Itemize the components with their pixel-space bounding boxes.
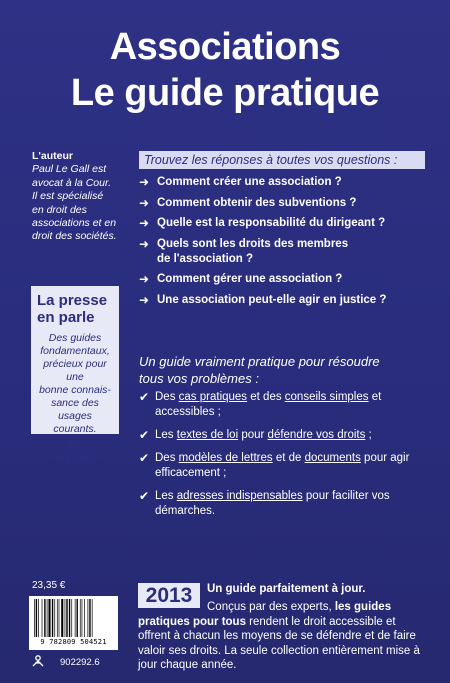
benefit-fragment: et accessibles ; <box>155 391 382 418</box>
author-bio-line: en droit des <box>32 203 87 216</box>
benefit-keyword: conseils simples <box>284 391 369 403</box>
checkmark-icon: ✔ <box>139 428 150 442</box>
barcode-bar <box>77 599 78 637</box>
arrow-right-icon: ➜ <box>139 216 150 231</box>
checkmark-icon: ✔ <box>139 489 150 503</box>
barcode-bar <box>44 599 45 637</box>
barcode-bar <box>54 599 55 637</box>
questions-list <box>139 175 439 314</box>
press-quote-line: fondamentaux, <box>40 345 110 357</box>
barcode-bar <box>52 599 53 637</box>
question-item <box>139 216 439 231</box>
question-line: Comment obtenir des subventions ? <box>157 196 357 209</box>
benefit-text <box>155 390 439 420</box>
press-heading-line: en parle <box>37 309 95 326</box>
question-line: Quelle est la responsabilité du dirigeant ? <box>157 217 386 230</box>
benefit-item <box>139 451 439 481</box>
pitch-text: rendent le droit accessible et offrent à chacun les moyens de se défendre et de faire valoir ses droits. La seule collection entièrement mise à jour chaque année. <box>138 615 420 671</box>
barcode-bar <box>82 599 83 637</box>
benefits-heading <box>139 353 439 387</box>
barcode-bars <box>32 599 115 637</box>
barcode-bar <box>42 599 43 637</box>
question-line: Quels sont les droits des membres <box>157 238 349 251</box>
question-text <box>157 216 385 231</box>
benefit-fragment: et de <box>272 452 305 464</box>
press-source: Le Télégramme <box>41 440 109 464</box>
barcode-bar <box>66 599 67 637</box>
barcode-bar <box>47 599 48 637</box>
question-text <box>157 293 386 308</box>
benefit-keyword: documents <box>304 452 361 464</box>
benefit-text <box>155 451 439 481</box>
questions-heading: Trouvez les réponses à toutes vos questions : <box>139 151 425 169</box>
benefits-list <box>139 390 439 527</box>
barcode-bar <box>89 599 90 637</box>
barcode-bar <box>61 599 63 637</box>
question-item <box>139 175 439 190</box>
barcode-bar <box>34 599 35 637</box>
benefit-text <box>155 428 372 443</box>
question-item <box>139 293 439 308</box>
pitch-bold-text: les guides pratiques pour tous <box>138 601 392 628</box>
press-heading-line: La presse <box>37 292 108 309</box>
question-text <box>157 272 342 287</box>
press-quote-line: sance des usages <box>51 397 99 422</box>
question-text <box>157 175 342 190</box>
price: 23,35 € <box>32 580 66 591</box>
author-bio-line: avocat à la Cour. <box>32 176 111 189</box>
barcode-bar <box>92 599 93 637</box>
question-line: Comment gérer une association ? <box>157 273 343 286</box>
barcode-bar <box>38 599 39 637</box>
question-line: Comment créer une association ? <box>157 176 342 188</box>
author-bio-line: associations et en <box>32 217 117 230</box>
barcode-bar <box>84 599 85 637</box>
question-item <box>139 237 439 266</box>
benefit-fragment: pour agir efficacement ; <box>155 452 410 479</box>
isbn-number: 9 782809 504521 <box>40 638 107 646</box>
benefit-keyword: adresses indispensables <box>176 490 303 502</box>
publisher-logo-icon <box>31 654 45 668</box>
author-heading: L'auteur <box>32 150 74 162</box>
benefits-heading-line: Un guide vraiment pratique pour résoudre <box>139 354 380 369</box>
barcode-bar <box>59 599 60 637</box>
barcode-bar <box>57 599 58 637</box>
product-code: 902292.6 <box>60 657 100 668</box>
edition-year-badge: 2013 <box>138 583 200 608</box>
author-bio-line: droit des sociétés. <box>32 230 117 243</box>
arrow-right-icon: ➜ <box>139 292 150 307</box>
benefit-item <box>139 489 439 519</box>
benefits-heading-line: tous vos problèmes : <box>139 371 259 386</box>
question-item <box>139 196 439 211</box>
title-line-2: Le guide pratique <box>70 72 380 114</box>
benefit-fragment: ; <box>365 429 372 441</box>
barcode-bar <box>36 599 37 637</box>
question-line: Une association peut-elle agir en justice ? <box>157 293 387 306</box>
barcode-bar <box>75 599 76 637</box>
arrow-right-icon: ➜ <box>139 272 150 287</box>
benefit-fragment: Les <box>155 490 177 502</box>
checkmark-icon: ✔ <box>139 451 150 465</box>
barcode-bar <box>48 599 50 637</box>
barcode-bar <box>65 599 66 637</box>
arrow-right-icon: ➜ <box>139 175 150 189</box>
barcode-bar <box>80 599 81 637</box>
title-line-1: Associations <box>109 26 341 68</box>
press-quote-line: bonne connais- <box>39 384 111 396</box>
barcode-bar <box>71 599 72 637</box>
arrow-right-icon: ➜ <box>139 195 150 210</box>
arrow-right-icon: ➜ <box>139 237 150 252</box>
benefit-keyword: textes de loi <box>176 429 239 441</box>
barcode-bar <box>69 599 70 637</box>
benefit-fragment: Les <box>155 429 177 441</box>
author-bio-line: Paul Le Gall est <box>32 163 107 176</box>
benefit-keyword: cas pratiques <box>178 391 248 403</box>
checkmark-icon: ✔ <box>139 390 150 404</box>
pitch-text: Conçus par des experts, <box>207 601 335 613</box>
press-quote-line: Des guides <box>48 332 102 344</box>
press-box <box>31 286 119 464</box>
benefit-fragment: Des <box>155 452 179 464</box>
benefit-text <box>155 489 439 519</box>
benefit-fragment: pour <box>238 429 268 441</box>
benefit-keyword: modèles de lettres <box>178 452 273 464</box>
collection-pitch <box>138 600 428 673</box>
question-text <box>157 237 348 266</box>
press-quote-line: courants. <box>53 423 97 435</box>
author-bio-line: Il est spécialisé <box>32 190 104 203</box>
benefit-fragment: pour faciliter vos démarches. <box>155 490 390 517</box>
barcode-bar <box>88 599 89 637</box>
press-heading <box>37 292 113 326</box>
question-line: de l'association ? <box>157 252 254 265</box>
benefit-fragment: et des <box>247 391 285 403</box>
barcode <box>29 596 118 650</box>
benefit-item <box>139 428 439 443</box>
benefit-item <box>139 390 439 420</box>
author-block <box>32 150 132 244</box>
benefit-fragment: Des <box>155 391 179 403</box>
edition-tagline: Un guide parfaitement à jour. <box>207 583 366 595</box>
benefit-keyword: défendre vos droits <box>267 429 366 441</box>
press-quote <box>37 332 113 436</box>
author-bio <box>32 163 132 243</box>
question-item <box>139 272 439 287</box>
question-text <box>157 196 356 211</box>
press-quote-line: précieux pour une <box>43 358 107 383</box>
